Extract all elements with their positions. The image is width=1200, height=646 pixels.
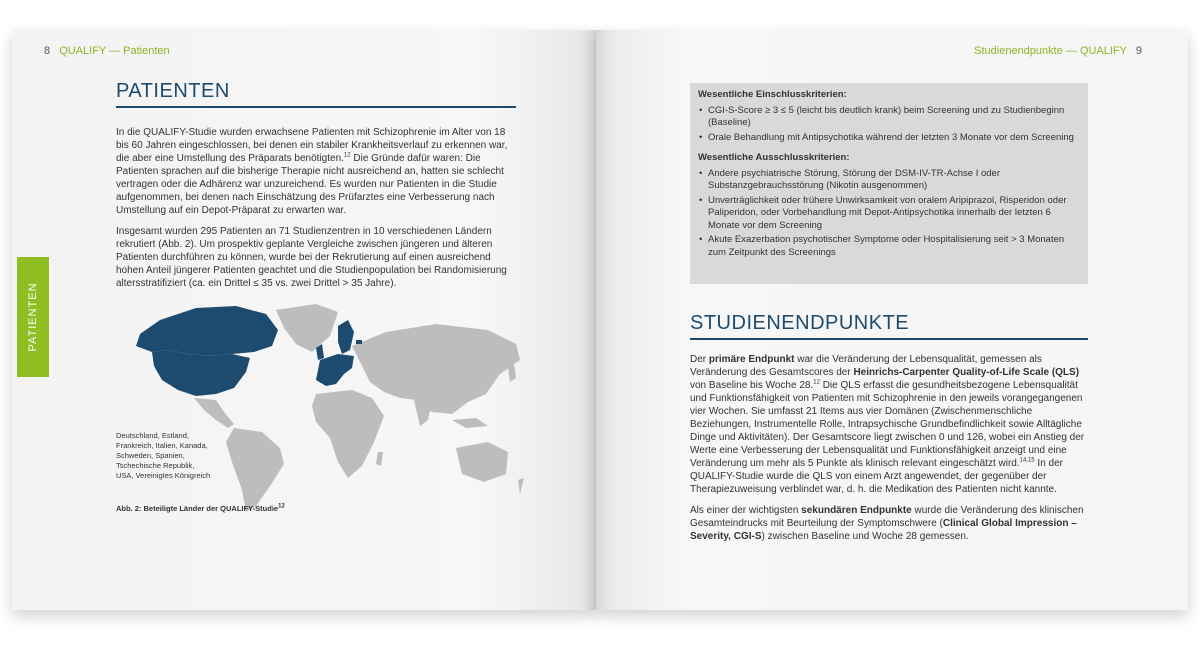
scandinavia [338,320,354,354]
western-europe [316,354,354,386]
exclusion-title: Wesentliche Ausschlusskriterien: [698,152,850,163]
new-zealand [518,478,524,494]
right-page [596,30,1188,610]
running-title: Studienendpunkte — QUALIFY [974,45,1127,57]
left-page [12,30,596,610]
map-legend [116,431,236,481]
reference: 12 [813,379,820,386]
world-map [116,302,536,517]
legend-line: USA, Vereinigtes Königreich [116,471,211,480]
section-heading-studienendpunkte: STUDIENENDPUNKTE [690,312,1088,340]
running-title: QUALIFY — Patienten [59,45,170,57]
central-america [194,398,234,428]
criteria-box [690,83,1088,284]
reference: 12 [343,152,351,159]
list-item: • CGI-S-Score ≥ 3 ≤ 5 (leicht bis deutlich krank) beim Screening und zu Studienbeginn (Baseline) [708,105,1080,130]
list-item: • Unverträglichkeit oder frühere Unwirksamkeit von oralem Aripiprazol, Risperidon oder Paliperidon, oder Vorbehandlung mit Depot-Antipsychotika innerhalb der letzten 6 Monate vor dem Screening [708,195,1080,233]
paragraph: In die QUALIFY-Studie wurden erwachsene Patienten mit Schizophrenie im Alter von 18 bis 60 Jahren eingeschlossen, bei denen ein stabiler Krankheitsverlauf zu erkennen war, die aber eine Umstellung des Präparats benötigten.$^{12}$ Die Gründe dafür waren: Die Patienten sprachen auf die bisherige Therapie nicht ausreichend an, hatten sie schlecht vertragen oder die Adhärenz war unzureichend. Es wurden nur Patienten in die Studie aufgenommen, bei denen nach Einschätzung des Prüfarztes eine Verbesserung nach Umstellung auf ein Depot-Präparat zu erwarten war. [116,127,508,216]
inclusion-list [698,105,1080,145]
side-tab-label: PATIENTEN [27,282,39,352]
paragraph: Der primäre Endpunkt war die Veränderung der Lebensqualität, gemessen als Veränderung des Gesamtscores der Heinrichs-Carpenter Quality-of-Life Scale (QLS) von Baseline bis Woche 28.12 Die QLS erfasst die gesundheitsbezogene Lebensqualität und Funktionsfähigkeit von Patienten mit Schizophrenie in den jeweils vorangegangenen vier Wochen. Sie umfasst 21 Items aus vier Domänen (Zwischenmenschliche Beziehungen, Instrumentelle Rolle, Intrapsychische Grundbefindlichkeit sowie Alltägliche Dinge und Aktivitäten). Der Gesamtscore liegt zwischen 0 und 126, wobei ein Anstieg der Werte eine Verbesserung der Lebensqualität und Funktionsfähigkeit anzeigt und eine Veränderung um mehr als 5 Punkte als klinisch relevant eingeschätzt wird.$^{14,15}$ In der QUALIFY-Studie wurde die QLS von einem Arzt angewendet, der gegenüber der Therapiezuweisung verblindet war, d. h. die Medikation des Patienten nicht kannte. [690,354,1085,495]
left-running-head [38,45,170,57]
section-side-tab [17,257,49,377]
canada-alaska [136,306,278,356]
madagascar [376,452,383,466]
brochure-spread [12,30,1188,610]
usa [152,350,250,396]
right-running-head [974,45,1148,57]
page-number: 9 [1135,45,1142,57]
australia [456,442,508,482]
india [414,400,432,426]
list-item: • Andere psychiatrische Störung, Störung der DSM-IV-TR-Achse I oder Substanzgebrauchsstörung (Nikotin ausgenommen) [708,168,1080,193]
section-heading-patienten: PATIENTEN [116,80,516,108]
patienten-body [116,126,518,298]
list-item: • Orale Behandlung mit Antipsychotika während der letzten 3 Monate vor dem Screening [708,132,1080,145]
paragraph: Als einer der wichtigsten sekundären Endpunkte wurde die Veränderung des klinischen Gesamteindrucks mit Beurteilung der Symptomschwere (Clinical Global Impression – Severity, CGI-S) zwischen Baseline und Woche 28 gemessen. [690,505,1084,542]
reference: 14,15 [1019,457,1035,464]
list-item: • Akute Exazerbation psychotischer Symptome oder Hospitalisierung seit > 3 Monaten zum Zeitpunkt des Screenings [708,234,1080,259]
reference: 12 [278,503,285,510]
legend-line: Frankreich, Italien, Kanada, [116,441,208,450]
legend-line: Tschechische Republik, [116,461,195,470]
estonia [356,340,362,344]
page-number: 8 [44,45,51,57]
africa [312,390,384,478]
legend-line: Schweden, Spanien, [116,451,185,460]
legend-line: Deutschland, Estland, [116,431,189,440]
exclusion-list [698,168,1080,260]
figure-caption: Abb. 2: Beteiligte Länder der QUALIFY-Studie$^{12}$ [116,503,285,513]
asia [352,324,520,414]
greenland [276,304,338,352]
inclusion-title: Wesentliche Einschlusskriterien: [698,89,847,100]
endpunkte-body [690,353,1088,551]
se-asia-islands [452,418,488,428]
paragraph: Insgesamt wurden 295 Patienten an 71 Studienzentren in 10 verschiedenen Ländern rekrutiert (Abb. 2). Um prospektiv geplante Vergleiche zwischen jüngeren und älteren Patienten durchführen zu können, wurde bei der Rekrutierung auf einen ausreichend hohen Anteil jüngerer Patienten geachtet und die Studienpopulation bei Randomisierung altersstratifiziert (ca. ein Drittel ≤ 35 vs. zwei Drittel > 35 Jahre). [116,226,507,289]
